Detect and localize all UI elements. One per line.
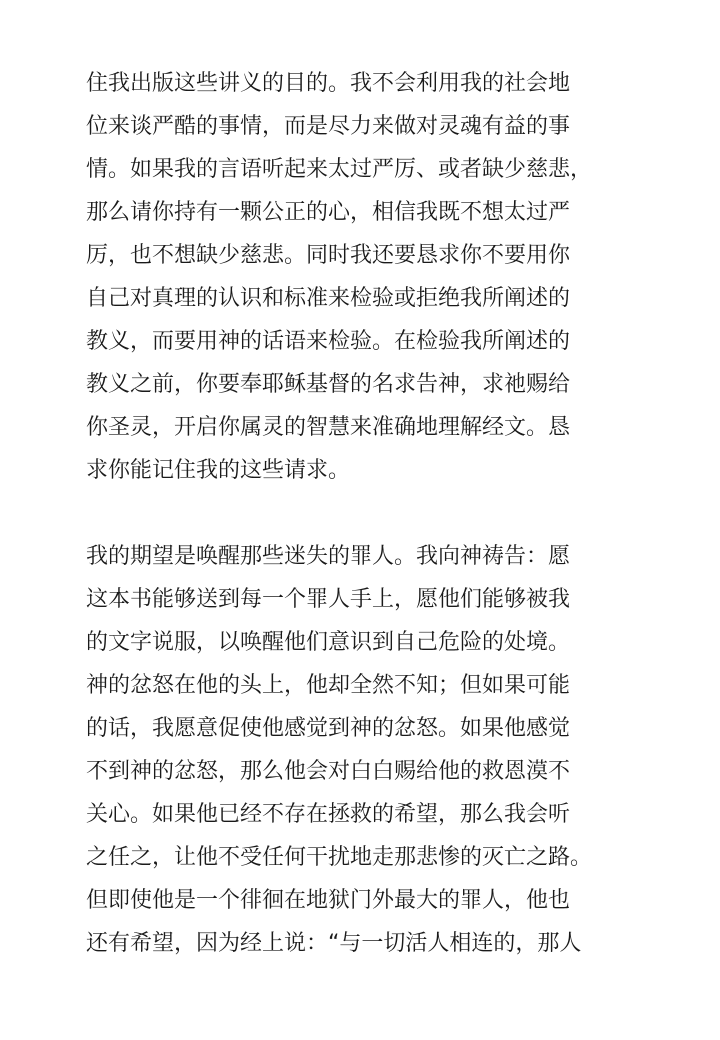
text-line: 还有希望，因为经上说：“与一切活人相连的，那人	[86, 931, 582, 956]
text-line: 求你能记住我的这些请求。	[86, 458, 351, 483]
text-line: 的文字说服，以唤醒他们意识到自己危险的处境。	[86, 630, 571, 655]
text-line: 神的忿怒在他的头上，他却全然不知；但如果可能	[86, 673, 571, 698]
text-line: 厉，也不想缺少慈悲。同时我还要恳求你不要用你	[86, 243, 571, 268]
text-line: 位来谈严酷的事情，而是尽力来做对灵魂有益的事	[86, 114, 571, 139]
paragraph-2	[86, 535, 634, 965]
text-line: 关心。如果他已经不存在拯救的希望，那么我会听	[86, 802, 571, 827]
paragraph-1	[86, 62, 634, 492]
text-line: 你圣灵，开启你属灵的智慧来准确地理解经文。恳	[86, 415, 571, 440]
text-line: 的话，我愿意促使他感觉到神的忿怒。如果他感觉	[86, 716, 571, 741]
text-line: 之任之，让他不受任何干扰地走那悲惨的灭亡之路。	[86, 845, 593, 870]
text-line: 住我出版这些讲义的目的。我不会利用我的社会地	[86, 71, 571, 96]
text-line: 但即使他是一个徘徊在地狱门外最大的罪人，他也	[86, 888, 571, 913]
document-page	[86, 62, 634, 965]
text-line: 不到神的忿怒，那么他会对白白赐给他的救恩漠不	[86, 759, 571, 784]
text-line: 教义，而要用神的话语来检验。在检验我所阐述的	[86, 329, 571, 354]
text-line: 情。如果我的言语听起来太过严厉、或者缺少慈悲，	[86, 157, 593, 182]
text-line: 自己对真理的认识和标准来检验或拒绝我所阐述的	[86, 286, 571, 311]
text-line: 这本书能够送到每一个罪人手上，愿他们能够被我	[86, 587, 571, 612]
text-line: 那么请你持有一颗公正的心，相信我既不想太过严	[86, 200, 571, 225]
text-line: 我的期望是唤醒那些迷失的罪人。我向神祷告：愿	[86, 544, 571, 569]
text-line: 教义之前，你要奉耶稣基督的名求告神，求祂赐给	[86, 372, 571, 397]
